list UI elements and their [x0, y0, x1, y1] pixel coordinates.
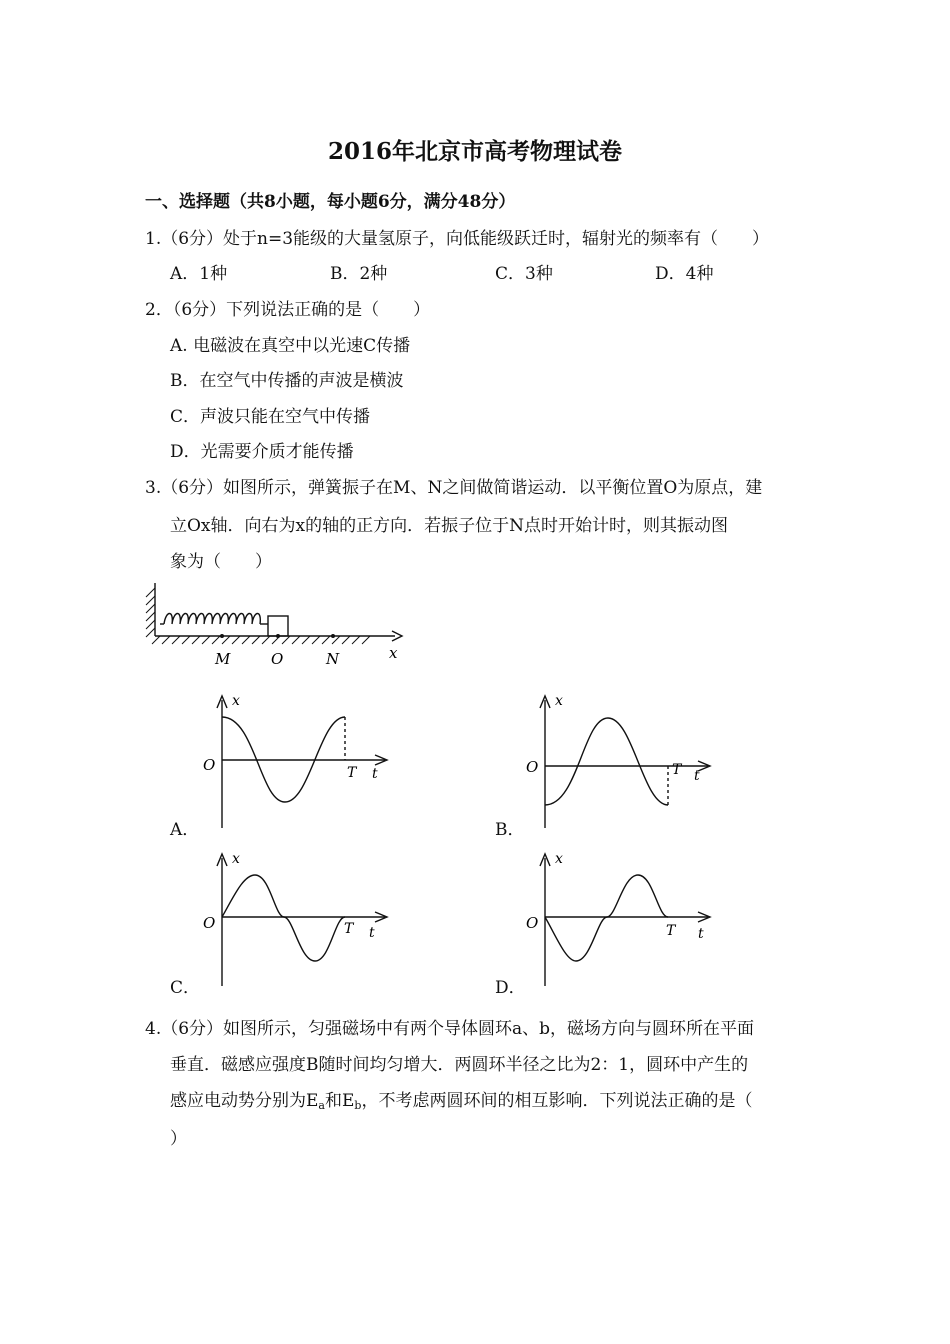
q3-option-d: D．	[495, 978, 526, 998]
svg-text:t: t	[694, 768, 700, 784]
q2-option-c: C．声波只能在空气中传播	[170, 407, 371, 427]
q2-stem: 2．（6分）下列说法正确的是（ ）	[145, 300, 431, 320]
label-n: N	[326, 650, 340, 668]
q2-option-b: B．在空气中传播的声波是横波	[170, 371, 404, 391]
svg-text:x: x	[555, 693, 563, 709]
svg-text:T: T	[344, 921, 354, 937]
svg-text:T: T	[347, 765, 357, 781]
section-heading: 一、选择题（共8小题，每小题6分，满分48分）	[145, 192, 516, 212]
q2-option-a: A. 电磁波在真空中以光速C传播	[170, 336, 411, 356]
q1-option-b: B．2种	[330, 264, 388, 284]
spring-oscillator-figure	[140, 578, 410, 670]
q4-stem-line-2: 垂直．磁感应强度B随时间均匀增大．两圆环半径之比为2：1，圆环中产生的	[170, 1055, 749, 1075]
label-o: O	[271, 650, 284, 668]
label-m: M	[215, 650, 231, 668]
svg-text:O: O	[203, 756, 216, 774]
svg-text:O: O	[203, 914, 216, 932]
graph-option-a	[195, 690, 395, 830]
q3-stem-line-1: 3.（6分）如图所示，弹簧振子在M、N之间做简谐运动．以平衡位置O为原点，建	[145, 478, 763, 498]
q2-option-d: D．光需要介质才能传播	[170, 442, 354, 462]
q4-stem-line-4: ）	[170, 1129, 187, 1149]
svg-text:x: x	[555, 851, 563, 867]
svg-text:T: T	[666, 923, 676, 939]
q3-option-c: C．	[170, 978, 201, 998]
svg-text:t: t	[369, 925, 375, 941]
q3-stem-line-2: 立Ox轴．向右为x的轴的正方向．若振子位于N点时开始计时，则其振动图	[170, 516, 728, 536]
graph-option-b	[518, 690, 718, 830]
svg-text:O: O	[526, 758, 539, 776]
q4-stem-line-1: 4.（6分）如图所示，匀强磁场中有两个导体圆环a、b，磁场方向与圆环所在平面	[145, 1019, 755, 1039]
q1-stem: 1.（6分）处于n=3能级的大量氢原子，向低能级跃迁时，辐射光的频率有（ ）	[145, 229, 770, 249]
graph-option-d	[518, 848, 718, 988]
q3-option-a: A．	[170, 820, 200, 840]
q1-option-c: C．3种	[495, 264, 553, 284]
svg-text:t: t	[698, 926, 704, 942]
q1-option-d: D．4种	[655, 264, 714, 284]
q4-stem-line-3: 感应电动势分别为$E_a$和$E_b$，不考虑两圆环间的相互影响．下列说法正确的是（	[170, 1091, 753, 1112]
q3-stem-line-3: 象为（ ）	[170, 552, 272, 572]
q3-option-b: B．	[495, 820, 525, 840]
svg-text:x: x	[232, 851, 240, 867]
graph-option-c	[195, 848, 395, 988]
page-title: 2016年北京市高考物理试卷	[327, 138, 622, 165]
label-x-axis: x	[389, 644, 398, 662]
svg-text:x: x	[232, 693, 240, 709]
svg-text:t: t	[372, 766, 378, 782]
svg-text:T: T	[672, 762, 682, 778]
q1-option-a: A．1种	[170, 264, 228, 284]
svg-text:O: O	[526, 914, 539, 932]
